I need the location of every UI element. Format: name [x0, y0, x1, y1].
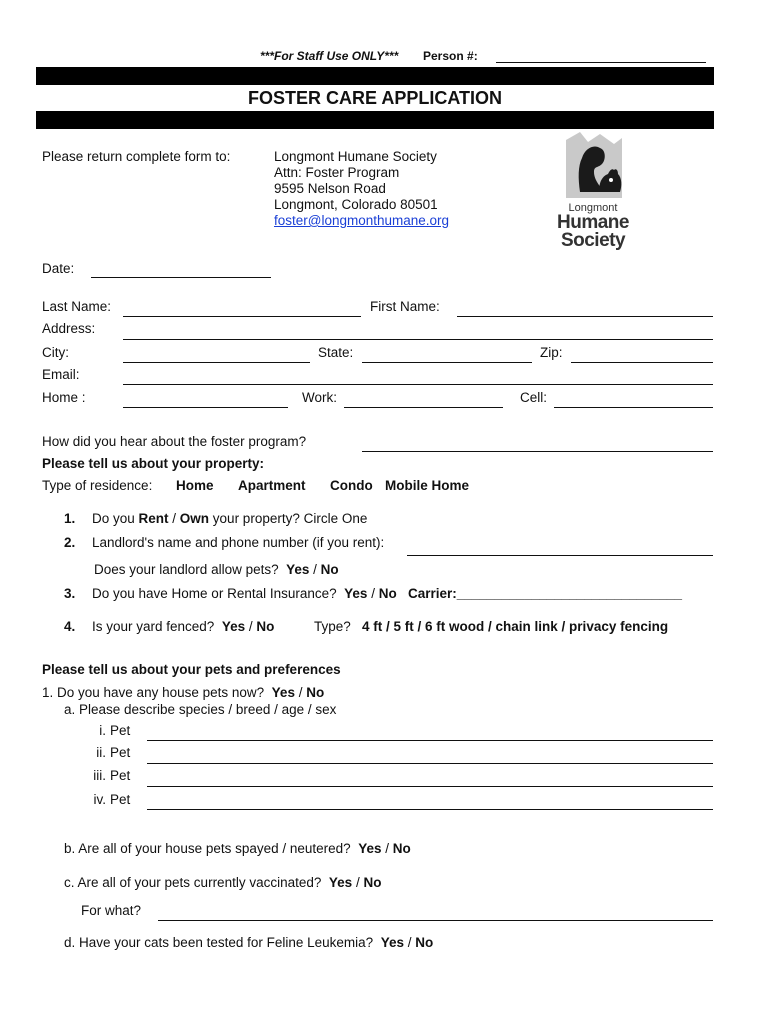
- pet-row-number: ii.: [96, 745, 106, 760]
- landlord-question: Landlord's name and phone number (if you rent):: [92, 535, 385, 550]
- yes-option[interactable]: Yes: [344, 586, 368, 601]
- yes-option[interactable]: Yes: [380, 935, 404, 950]
- slash: /: [245, 619, 257, 634]
- slash: /: [294, 685, 307, 700]
- hear-about-field[interactable]: [362, 451, 713, 452]
- yes-option[interactable]: Yes: [286, 562, 310, 577]
- dog-cat-logo-icon: [560, 130, 630, 198]
- fence-type-options[interactable]: 4 ft / 5 ft / 6 ft wood / chain link / privacy fencing: [362, 619, 669, 634]
- q1-text-pre: Do you: [92, 511, 139, 526]
- last-name-field[interactable]: [123, 316, 361, 317]
- pet-row-number: iv.: [93, 792, 106, 807]
- feline-leukemia-question: [64, 935, 433, 950]
- state-field[interactable]: [362, 362, 532, 363]
- residence-option-apartment[interactable]: Apartment: [238, 478, 306, 493]
- logo-text-society: Society: [560, 230, 626, 251]
- residence-option-condo[interactable]: Condo: [330, 478, 373, 493]
- pet-description-field[interactable]: [147, 786, 713, 787]
- pet-row-label: Pet: [110, 768, 131, 783]
- logo-text-humane: Humane: [557, 212, 629, 233]
- pet-row-label: Pet: [110, 792, 131, 807]
- insurance-text: Do you have Home or Rental Insurance?: [92, 586, 337, 601]
- landlord-pets-question: [94, 562, 339, 577]
- no-option[interactable]: No: [378, 586, 397, 601]
- residence-option-home[interactable]: Home: [176, 478, 214, 493]
- carrier-field[interactable]: Carrier:______________________________: [407, 586, 682, 601]
- address-label: Address:: [42, 321, 96, 336]
- yard-fenced-question: [92, 619, 274, 634]
- page-title: FOSTER CARE APPLICATION: [247, 88, 502, 108]
- header-bar-top: [36, 67, 714, 85]
- feline-leukemia-text: d. Have your cats been tested for Feline Leukemia?: [64, 935, 374, 950]
- no-option[interactable]: No: [320, 562, 339, 577]
- residence-option-mobile-home[interactable]: Mobile Home: [385, 478, 470, 493]
- last-name-label: Last Name:: [42, 299, 112, 314]
- address-field[interactable]: [123, 339, 713, 340]
- city-field[interactable]: [123, 362, 310, 363]
- vaccinated-for-what-field[interactable]: [158, 920, 713, 921]
- slash: /: [309, 562, 321, 577]
- street-line: 9595 Nelson Road: [274, 181, 386, 196]
- work-phone-field[interactable]: [344, 407, 503, 408]
- return-label: Please return complete form to:: [42, 149, 231, 164]
- property-q1-rent-own: [92, 511, 367, 526]
- email-link[interactable]: foster@longmonthumane.org: [274, 213, 450, 228]
- cell-phone-label: Cell:: [520, 390, 548, 405]
- vaccinated-text: c. Are all of your pets currently vaccinated?: [64, 875, 322, 890]
- yes-option[interactable]: Yes: [358, 841, 382, 856]
- cell-phone-field[interactable]: [554, 407, 713, 408]
- pets-heading: Please tell us about your pets and preferences: [42, 662, 341, 677]
- fence-type-label: Type?: [314, 619, 351, 634]
- slash: /: [352, 875, 364, 890]
- zip-label: Zip:: [540, 345, 563, 360]
- q1-slash: /: [168, 511, 180, 526]
- header-bar-bottom: [36, 111, 714, 129]
- no-option[interactable]: No: [392, 841, 411, 856]
- pet-row-label: Pet: [110, 745, 131, 760]
- city-line: Longmont, Colorado 80501: [274, 197, 438, 212]
- staff-use-label: ***For Staff Use ONLY***: [260, 49, 399, 63]
- yes-option[interactable]: Yes: [221, 619, 246, 634]
- yes-option[interactable]: Yes: [328, 875, 353, 890]
- slash: /: [403, 935, 416, 950]
- logo-text-longmont: Longmont: [568, 202, 618, 214]
- state-label: State:: [318, 345, 354, 360]
- vaccinated-question: [64, 875, 381, 890]
- yes-option[interactable]: Yes: [271, 685, 295, 700]
- no-option[interactable]: No: [256, 619, 275, 634]
- property-heading: Please tell us about your property:: [42, 456, 265, 471]
- email-field[interactable]: [123, 384, 713, 385]
- pet-description-field[interactable]: [147, 740, 713, 741]
- zip-field[interactable]: [571, 362, 713, 363]
- rent-option[interactable]: Rent: [138, 511, 169, 526]
- property-q4-number: 4.: [64, 619, 76, 634]
- pet-description-field[interactable]: [147, 809, 713, 810]
- slash: /: [367, 586, 379, 601]
- first-name-label: First Name:: [370, 299, 440, 314]
- own-option[interactable]: Own: [179, 511, 210, 526]
- date-field[interactable]: [91, 277, 271, 278]
- property-q3-number: 3.: [64, 586, 76, 601]
- q1-text-post: your property? Circle One: [209, 511, 368, 526]
- no-option[interactable]: No: [306, 685, 325, 700]
- spayed-neutered-question: [64, 841, 411, 856]
- spayed-neutered-text: b. Are all of your house pets spayed / neutered?: [64, 841, 351, 856]
- hear-about-question: How did you hear about the foster program?: [42, 434, 307, 449]
- yard-fenced-text: Is your yard fenced?: [92, 619, 215, 634]
- pet-row-number: i.: [99, 723, 106, 738]
- vaccinated-for-what-label: For what?: [81, 903, 142, 918]
- date-label: Date:: [42, 261, 75, 276]
- describe-pets-instruction: a. Please describe species / breed / age / sex: [64, 702, 337, 717]
- house-pets-text: 1. Do you have any house pets now?: [42, 685, 265, 700]
- slash: /: [381, 841, 393, 856]
- property-q1-number: 1.: [64, 511, 76, 526]
- org-name: Longmont Humane Society: [274, 149, 437, 164]
- home-phone-field[interactable]: [123, 407, 288, 408]
- pet-row-label: Pet: [110, 723, 131, 738]
- landlord-field[interactable]: [407, 555, 713, 556]
- fence-type-question: [314, 619, 668, 634]
- humane-society-logo: [548, 130, 634, 256]
- person-number-field[interactable]: [496, 62, 706, 63]
- attn-line: Attn: Foster Program: [274, 165, 400, 180]
- residence-type-label: Type of residence:: [42, 478, 153, 493]
- pet-description-field[interactable]: [147, 763, 713, 764]
- insurance-question: [92, 586, 682, 601]
- work-phone-label: Work:: [302, 390, 338, 405]
- property-q2-number: 2.: [64, 535, 76, 550]
- person-number-label: Person #:: [423, 49, 478, 63]
- city-label: City:: [42, 345, 69, 360]
- house-pets-question: [42, 685, 324, 700]
- home-phone-label: Home :: [42, 390, 86, 405]
- landlord-pets-text: Does your landlord allow pets?: [94, 562, 279, 577]
- pet-row-number: iii.: [93, 768, 106, 783]
- no-option[interactable]: No: [363, 875, 382, 890]
- email-label: Email:: [42, 367, 80, 382]
- no-option[interactable]: No: [415, 935, 434, 950]
- first-name-field[interactable]: [457, 316, 713, 317]
